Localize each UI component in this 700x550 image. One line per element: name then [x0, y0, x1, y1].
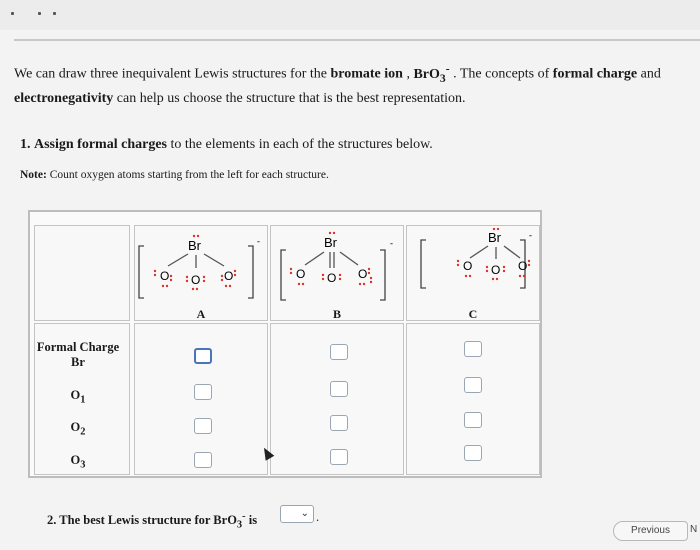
structure-c-label: C	[468, 307, 478, 321]
answer-a-o1[interactable]	[194, 384, 212, 400]
svg-text:O: O	[191, 273, 201, 287]
browser-top-strip	[0, 0, 700, 30]
ion-name: bromate ion	[330, 66, 403, 82]
svg-text:O: O	[160, 269, 170, 283]
note: Note: Count oxygen atoms starting from the left for each structure.	[20, 169, 329, 181]
best-structure-select[interactable]	[280, 505, 314, 523]
lewis-structure-c	[408, 228, 538, 304]
intro-text: We can draw three inequivalent Lewis structures for the	[14, 66, 331, 82]
svg-text:O: O	[296, 267, 306, 281]
row-label-formal-charge: Formal Charge Br	[36, 340, 120, 369]
term-formal-charge: formal charge	[552, 66, 638, 82]
term-electronegativity: electronegativity	[14, 91, 114, 107]
lewis-structure-b	[272, 228, 402, 304]
svg-text:-: -	[257, 236, 260, 246]
question-1: 1. Assign formal charges to the elements in each of the structures below.	[20, 137, 433, 152]
answer-c-br[interactable]	[464, 341, 482, 357]
answer-c-o2[interactable]	[464, 412, 482, 428]
intro-and: and	[637, 66, 661, 82]
structure-b-label: B	[332, 307, 341, 321]
intro-text: . The concepts of	[449, 66, 553, 82]
svg-text:O: O	[224, 269, 234, 283]
svg-text:O: O	[358, 267, 368, 281]
dot-icon	[38, 12, 41, 15]
svg-text:O: O	[518, 259, 528, 273]
svg-text:O: O	[491, 263, 501, 277]
header-empty-cell	[34, 225, 130, 321]
answer-a-br[interactable]	[194, 348, 212, 364]
answer-a-o2[interactable]	[194, 418, 212, 434]
chevron-down-icon: ⌄	[300, 508, 309, 519]
formal-charge-table	[28, 210, 542, 478]
question-2: 2. The best Lewis structure for BrO$_3$- is	[47, 511, 258, 531]
structure-a-label: A	[196, 307, 206, 321]
svg-text:-: -	[390, 238, 393, 248]
svg-text:Br: Br	[324, 235, 337, 250]
svg-text:-: -	[529, 230, 532, 240]
row-label-o3: $O_3$	[70, 453, 86, 471]
answer-b-br[interactable]	[330, 344, 348, 360]
svg-text:Br: Br	[488, 230, 501, 245]
answer-a-o3[interactable]	[194, 452, 212, 468]
svg-text:Br: Br	[188, 238, 201, 253]
intro-comma: ,	[402, 66, 414, 82]
row-label-o2: $O_2$	[70, 420, 86, 438]
divider	[14, 39, 700, 41]
question-2-period: .	[316, 510, 320, 524]
answer-b-o1[interactable]	[330, 381, 348, 397]
previous-label: Previous	[631, 525, 670, 536]
next-button[interactable]: N	[690, 524, 698, 535]
intro-text: can help us choose the structure that is the best representation.	[113, 91, 466, 107]
lewis-structure-a	[136, 228, 266, 304]
answer-b-o3[interactable]	[330, 449, 348, 465]
intro-paragraph	[14, 58, 694, 109]
answer-c-o1[interactable]	[464, 377, 482, 393]
svg-text:O: O	[327, 271, 337, 285]
previous-button[interactable]	[613, 521, 688, 541]
svg-text:O: O	[463, 259, 473, 273]
row-label-o1: $O_1$	[70, 388, 86, 406]
ion-formula: BrO$_3$-	[413, 62, 450, 85]
dot-icon	[11, 12, 14, 15]
answer-c-o3[interactable]	[464, 445, 482, 461]
dot-icon	[53, 12, 56, 15]
answer-b-o2[interactable]	[330, 415, 348, 431]
